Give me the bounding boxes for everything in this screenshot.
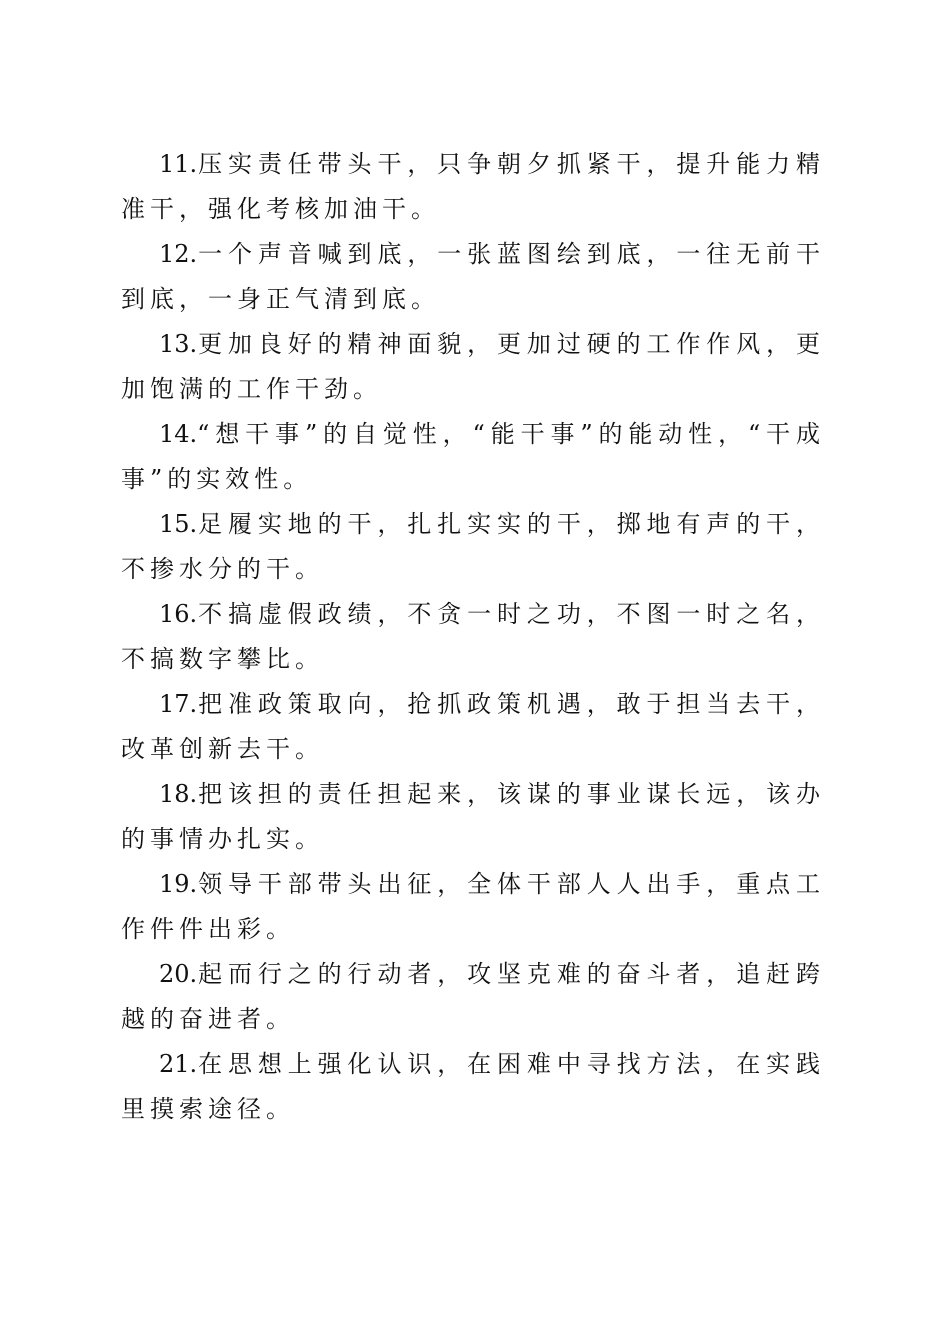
list-item — [121, 232, 825, 322]
list-item — [121, 1042, 825, 1132]
item-text: 压实责任带头干，只争朝夕抓紧干，提升能力精准干，强化考核加油干。 — [121, 150, 825, 223]
list-item — [121, 142, 825, 232]
item-text: 把该担的责任担起来，该谋的事业谋长远，该办的事情办扎实。 — [121, 780, 825, 853]
list-item — [121, 322, 825, 412]
item-number: 19. — [159, 870, 198, 898]
item-number: 12. — [159, 240, 198, 268]
item-number: 16. — [159, 600, 198, 628]
item-text: 把准政策取向，抢抓政策机遇，敢于担当去干，改革创新去干。 — [121, 690, 825, 763]
list-item — [121, 412, 825, 502]
item-number: 18. — [159, 780, 198, 808]
item-text: 领导干部带头出征，全体干部人人出手，重点工作件件出彩。 — [121, 870, 825, 943]
item-text: 在思想上强化认识，在困难中寻找方法，在实践里摸索途径。 — [121, 1050, 825, 1123]
item-text: 起而行之的行动者，攻坚克难的奋斗者，追赶跨越的奋进者。 — [121, 960, 825, 1033]
item-number: 15. — [159, 510, 198, 538]
item-text: “想干事”的自觉性，“能干事”的能动性，“干成事”的实效性。 — [121, 420, 825, 493]
list-item — [121, 772, 825, 862]
item-number: 20. — [159, 960, 198, 988]
item-text: 足履实地的干，扎扎实实的干，掷地有声的干，不掺水分的干。 — [121, 510, 825, 583]
list-item — [121, 502, 825, 592]
document-body — [121, 142, 825, 1132]
list-item — [121, 682, 825, 772]
list-item — [121, 862, 825, 952]
list-item — [121, 592, 825, 682]
item-text: 更加良好的精神面貌，更加过硬的工作作风，更加饱满的工作干劲。 — [121, 330, 825, 403]
item-text: 一个声音喊到底，一张蓝图绘到底，一往无前干到底，一身正气清到底。 — [121, 240, 825, 313]
item-number: 17. — [159, 690, 198, 718]
item-number: 11. — [159, 150, 198, 178]
item-text: 不搞虚假政绩，不贪一时之功，不图一时之名，不搞数字攀比。 — [121, 600, 825, 673]
list-item — [121, 952, 825, 1042]
item-number: 14. — [159, 420, 198, 448]
item-number: 13. — [159, 330, 198, 358]
item-number: 21. — [159, 1050, 198, 1078]
